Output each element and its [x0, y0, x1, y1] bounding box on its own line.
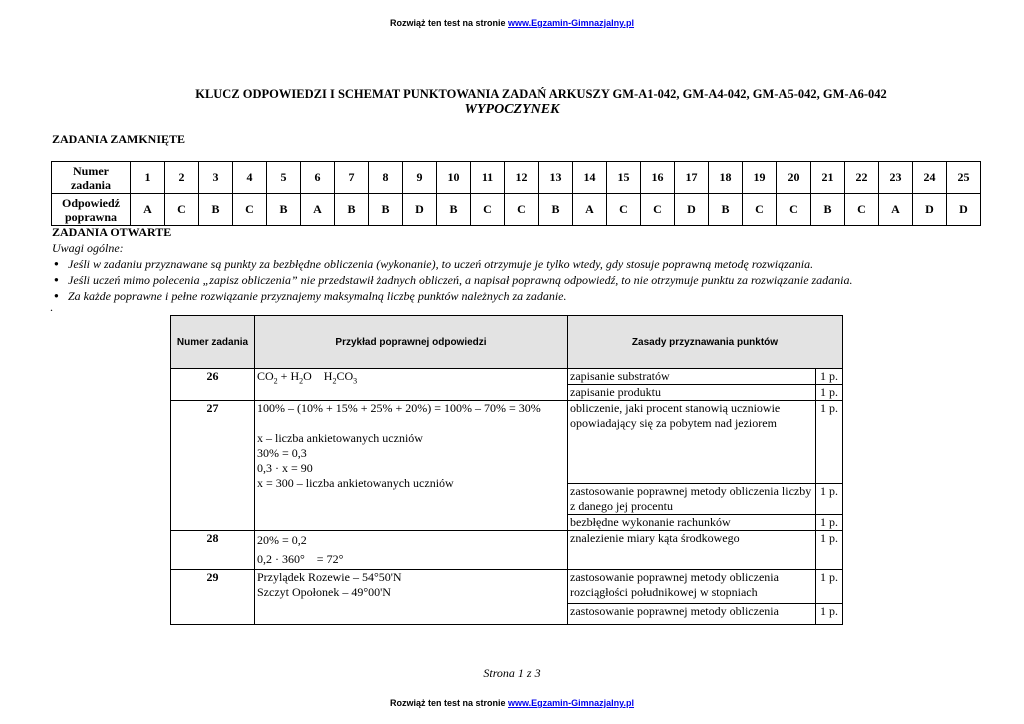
rule-points: 1 p.: [816, 515, 843, 531]
rule-text: zapisanie substratów: [568, 369, 816, 385]
answers-row-label: Odpowiedź poprawna: [52, 194, 131, 226]
document-subtitle: WYPOCZYNEK: [464, 102, 560, 117]
top-banner-text: Rozwiąż ten test na stronie: [389, 18, 508, 28]
rule-points: 1 p.: [816, 570, 843, 604]
bottom-banner: [0, 698, 1024, 708]
rule-text: zastosowanie poprawnej metody obliczenia: [568, 604, 816, 625]
rule-text: zastosowanie poprawnej metody obliczenia liczby z danego jej procentu: [568, 484, 816, 515]
scoring-table: [170, 315, 843, 625]
rule-points: 1 p.: [816, 531, 843, 570]
rule-text: zapisanie produktu: [568, 385, 816, 401]
task-number-cell: 15: [607, 162, 641, 194]
task-number-cell: 5: [267, 162, 301, 194]
answer-cell: C: [845, 194, 879, 226]
task-number-cell: 14: [573, 162, 607, 194]
answer-cell: C: [471, 194, 505, 226]
rule-points: 1 p.: [816, 401, 843, 484]
answer-cell: D: [403, 194, 437, 226]
page-number: Strona 1 z 3: [483, 666, 541, 680]
rule-text: obliczenie, jaki procent stanowią uczniowie opowiadający się za pobytem nad jeziorem: [568, 401, 816, 484]
document-title: KLUCZ ODPOWIEDZI I SCHEMAT PUNKTOWANIA ZADAŃ ARKUSZY GM-A1-042, GM-A4-042, GM-A5-042, GM-A6-042: [195, 87, 887, 101]
task-number-cell: 23: [879, 162, 913, 194]
answer-cell: C: [641, 194, 675, 226]
general-notes: [52, 240, 853, 304]
task-number-cell: 13: [539, 162, 573, 194]
answer-cell: B: [811, 194, 845, 226]
answer-cell: A: [301, 194, 335, 226]
answer-cell: D: [675, 194, 709, 226]
answer-cell: A: [131, 194, 165, 226]
table-row: [171, 369, 843, 385]
answer-key-table: [51, 161, 981, 226]
col-header-number: Numer zadania: [171, 316, 255, 369]
task-example: $CO_2 + H_2O$ $H_2CO_3$: [255, 369, 568, 401]
stray-dot: .: [50, 300, 53, 314]
task-number-cell: 6: [301, 162, 335, 194]
notes-title: Uwagi ogólne:: [52, 241, 124, 255]
top-banner-link[interactable]: www.Egzamin-Gimnazjalny.pl: [508, 18, 635, 28]
task-number-cell: 7: [335, 162, 369, 194]
col-header-rules: Zasady przyznawania punktów: [568, 316, 843, 369]
col-header-example: Przykład poprawnej odpowiedzi: [255, 316, 568, 369]
task-example: 20% = 0,2 0,2 · 360° = 72°: [255, 531, 568, 570]
answer-cell: B: [267, 194, 301, 226]
answer-cell: B: [437, 194, 471, 226]
table-row: [171, 531, 843, 570]
task-number-cell: 2: [165, 162, 199, 194]
rule-points: 1 p.: [816, 484, 843, 515]
open-tasks-heading: ZADANIA OTWARTE: [52, 225, 172, 239]
task-number: 28: [171, 531, 255, 570]
task-number-cell: 22: [845, 162, 879, 194]
answer-cell: C: [505, 194, 539, 226]
task-number-cell: 11: [471, 162, 505, 194]
rule-text: zastosowanie poprawnej metody obliczenia rozciągłości południkowej w stopniach: [568, 570, 816, 604]
task-number-cell: 12: [505, 162, 539, 194]
top-banner: [0, 18, 1024, 28]
task-number-cell: 24: [913, 162, 947, 194]
answer-cell: C: [233, 194, 267, 226]
task-number-cell: 21: [811, 162, 845, 194]
table-row: [171, 401, 843, 484]
table-row: [171, 570, 843, 604]
answer-cell: B: [335, 194, 369, 226]
task-number: 26: [171, 369, 255, 401]
answer-cell: A: [879, 194, 913, 226]
answer-cell: C: [777, 194, 811, 226]
answer-cell: B: [369, 194, 403, 226]
task-number: 29: [171, 570, 255, 625]
task-number-cell: 18: [709, 162, 743, 194]
note-item: ● Jeśli w zadaniu przyznawane są punkty za bezbłędne obliczenia (wykonanie), to uczeń otrzymuje je tylko wtedy, gdy stosuje poprawną metodę rozwiązania.: [52, 256, 853, 272]
numbers-row-label: Numer zadania: [52, 162, 131, 194]
task-example: 100% – (10% + 15% + 25% + 20%) = 100% – 70% = 30% x – liczba ankietowanych uczniów 30% = 0,3 0,3 · x = 90 x = 300 – liczba ankietowanych uczniów: [255, 401, 568, 531]
task-number-cell: 17: [675, 162, 709, 194]
answer-cell: D: [913, 194, 947, 226]
bottom-banner-text: Rozwiąż ten test na stronie: [389, 698, 508, 708]
task-number-cell: 20: [777, 162, 811, 194]
rule-text: znalezienie miary kąta środkowego: [568, 531, 816, 570]
scoring-table-header: [171, 316, 843, 369]
task-number-cell: 1: [131, 162, 165, 194]
task-number-cell: 9: [403, 162, 437, 194]
answer-cell: C: [607, 194, 641, 226]
task-number-cell: 16: [641, 162, 675, 194]
task-number-cell: 25: [947, 162, 981, 194]
task-number: 27: [171, 401, 255, 531]
task-number-cell: 3: [199, 162, 233, 194]
answer-cell: D: [947, 194, 981, 226]
bottom-banner-link[interactable]: www.Egzamin-Gimnazjalny.pl: [508, 698, 635, 708]
closed-tasks-heading: ZADANIA ZAMKNIĘTE: [52, 132, 186, 146]
answer-cell: B: [539, 194, 573, 226]
task-number-cell: 4: [233, 162, 267, 194]
rule-points: 1 p.: [816, 385, 843, 401]
task-number-cell: 8: [369, 162, 403, 194]
rule-points: 1 p.: [816, 369, 843, 385]
rule-text: bezbłędne wykonanie rachunków: [568, 515, 816, 531]
rule-points: 1 p.: [816, 604, 843, 625]
answer-cell: B: [199, 194, 233, 226]
note-item: ● Jeśli uczeń mimo polecenia „zapisz obliczenia” nie przedstawił żadnych obliczeń, a napisał poprawną odpowiedź, to nie otrzymuje punktu za rozwiązanie zadania.: [52, 272, 853, 288]
task-number-cell: 10: [437, 162, 471, 194]
answer-cell: C: [743, 194, 777, 226]
task-example: Przylądek Rozewie – 54°50'N Szczyt Opołonek – 49°00'N: [255, 570, 568, 625]
answer-cell: A: [573, 194, 607, 226]
answer-cell: B: [709, 194, 743, 226]
task-number-cell: 19: [743, 162, 777, 194]
note-item: ● Za każde poprawne i pełne rozwiązanie przyznajemy maksymalną liczbę punktów należnych za zadanie.: [52, 288, 853, 304]
answer-cell: C: [165, 194, 199, 226]
